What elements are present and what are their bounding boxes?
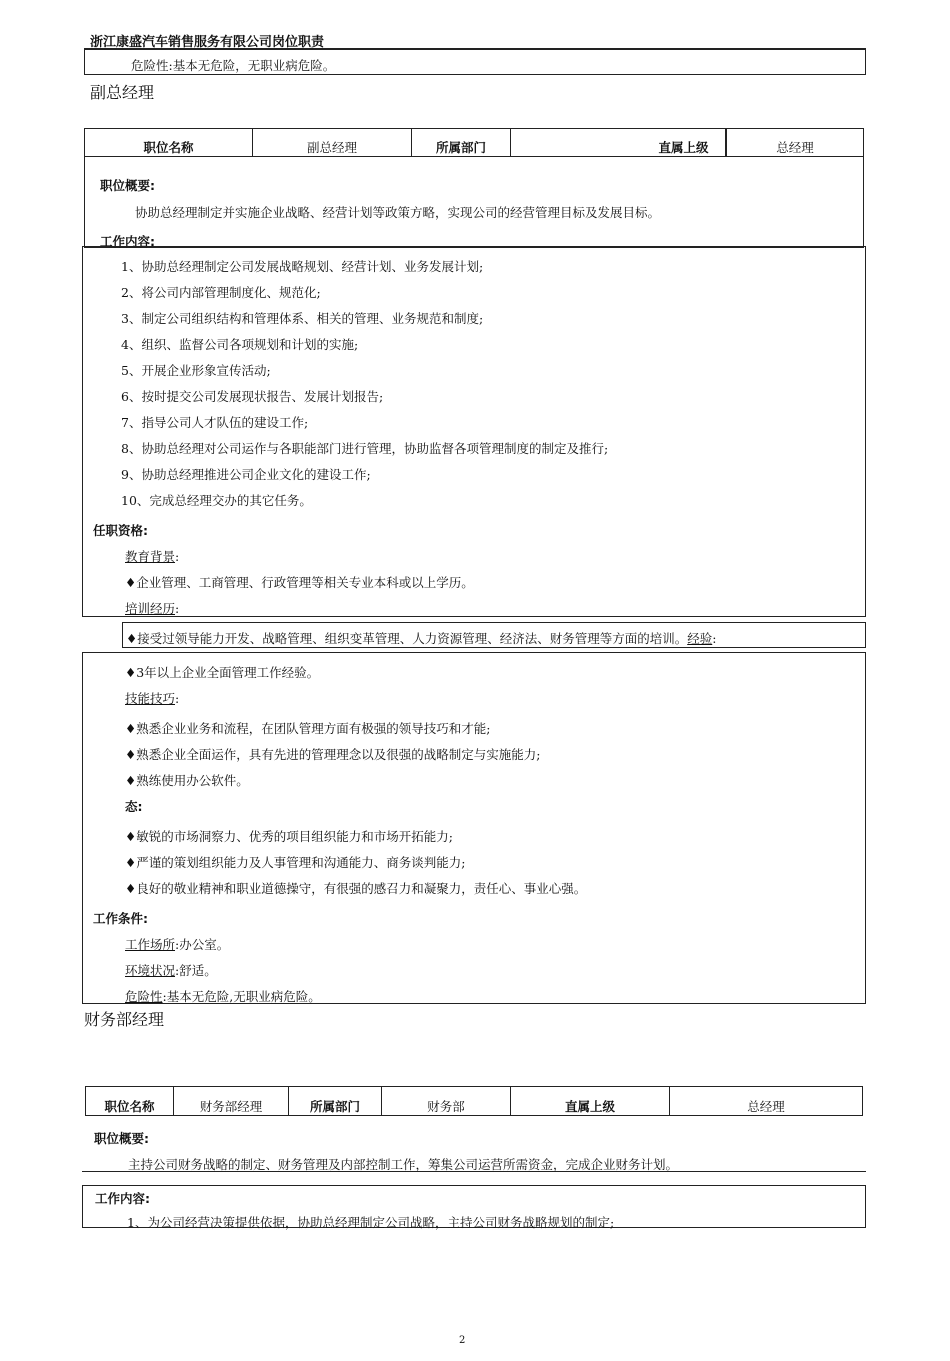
previous-section-box <box>84 49 866 75</box>
vp-overview-text: 协助总经理制定并实施企业战略、经营计划等政策方略，实现公司的经营管理目标及发展目标。 <box>135 205 661 220</box>
fin-overview-text: 主持公司财务战略的制定、财务管理及内部控制工作，筹集公司运营所需资金，完成企业财务计划。 <box>128 1157 679 1172</box>
risk-line: 危险性:基本无危险，无职业病危险。 <box>131 58 336 73</box>
vp-env-label: 环境状况 <box>125 963 176 978</box>
vp-exp-label: 经验 <box>687 631 713 646</box>
page-number: 2 <box>459 1335 466 1346</box>
vp-duty-item: 5、开展企业形象宣传活动; <box>121 363 271 378</box>
vp-duty-item: 4、组织、监督公司各项规划和计划的实施; <box>121 337 359 352</box>
vp-train-colon: : <box>175 601 180 616</box>
fin-title-value: 财务部经理 <box>199 1099 263 1114</box>
fin-duties-box <box>82 1185 866 1228</box>
fin-duties-label: 工作内容: <box>95 1191 150 1206</box>
vp-duty-item: 7、指导公司人才队伍的建设工作; <box>121 415 309 430</box>
vp-cond-label: 工作条件: <box>93 911 148 926</box>
vp-risk-value: :基本无危险,无职业病危险。 <box>162 989 321 1004</box>
vp-attitude-label: 态: <box>125 799 143 814</box>
vp-attitude-item: ♦严谨的策划组织能力及人事管理和沟通能力、商务谈判能力; <box>125 855 466 870</box>
vp-edu-item: ♦企业管理、工商管理、行政管理等相关专业本科或以上学历。 <box>125 575 474 590</box>
vp-duties-box <box>82 246 866 617</box>
vp-duty-item: 2、将公司内部管理制度化、规范化; <box>121 285 321 300</box>
vp-skill-item: ♦熟悉企业业务和流程，在团队管理方面有极强的领导技巧和才能; <box>125 721 491 736</box>
fin-overview-label: 职位概要: <box>94 1131 149 1146</box>
vp-skill-colon: : <box>175 691 180 706</box>
vp-exp-colon: : <box>712 631 717 646</box>
vp-exp-item: ♦3年以上企业全面管理工作经验。 <box>125 665 320 680</box>
vp-duty-item: 10、完成总经理交办的其它任务。 <box>121 493 312 508</box>
vp-overview-box <box>84 156 864 248</box>
vp-info-table <box>84 128 864 157</box>
fin-super-label: 直属上级 <box>564 1099 615 1114</box>
fin-section-title: 财务部经理 <box>84 1010 165 1029</box>
fin-duty-item: 1、为公司经营决策提供依据，协助总经理制定公司战略，主持公司财务战略规划的制定; <box>127 1215 615 1230</box>
vp-title-label: 职位名称 <box>143 140 194 155</box>
fin-info-table <box>85 1086 863 1116</box>
fin-dept-label: 所属部门 <box>309 1099 360 1114</box>
vp-training-box <box>122 622 866 648</box>
vp-place-label: 工作场所 <box>125 937 176 952</box>
vp-env-value: :舒适。 <box>175 963 217 978</box>
vp-skill-item: ♦熟练使用办公软件。 <box>125 773 249 788</box>
vp-place-value: :办公室。 <box>175 937 230 952</box>
vp-section-title: 副总经理 <box>90 83 155 102</box>
vp-duty-item: 9、协助总经理推进公司企业文化的建设工作; <box>121 467 371 482</box>
vp-super-value: 总经理 <box>776 140 814 155</box>
vp-duty-item: 8、协助总经理对公司运作与各职能部门进行管理，协助监督各项管理制度的制定及推行; <box>121 441 609 456</box>
vp-edu-label: 教育背景 <box>125 549 176 564</box>
vp-attitude-item: ♦良好的敬业精神和职业道德操守，有很强的感召力和凝聚力，责任心、事业心强。 <box>125 881 587 896</box>
vp-train-label: 培训经历 <box>125 601 176 616</box>
vp-train-item: ♦接受过领导能力开发、战略管理、组织变革管理、人力资源管理、经济法、财务管理等方面的培训。 <box>126 631 688 646</box>
vp-overview-label: 职位概要: <box>100 178 155 193</box>
fin-overview-rule <box>82 1171 866 1172</box>
vp-dept-label: 所属部门 <box>435 140 486 155</box>
fin-dept-value: 财务部 <box>427 1099 465 1114</box>
vp-duty-item: 1、协助总经理制定公司发展战略规划、经营计划、业务发展计划; <box>121 259 484 274</box>
vp-qual-label: 任职资格: <box>93 523 148 538</box>
vp-qual-box <box>82 652 866 1004</box>
document-header: 浙江康盛汽车销售服务有限公司岗位职责 <box>90 35 325 50</box>
vp-skill-label: 技能技巧 <box>125 691 176 706</box>
vp-edu-colon: : <box>175 549 180 564</box>
vp-title-value: 副总经理 <box>306 140 357 155</box>
fin-title-label: 职位名称 <box>104 1099 155 1114</box>
vp-super-label: 直属上级 <box>658 140 709 155</box>
vp-duty-item: 3、制定公司组织结构和管理体系、相关的管理、业务规范和制度; <box>121 311 484 326</box>
vp-duty-item: 6、按时提交公司发展现状报告、发展计划报告; <box>121 389 384 404</box>
vp-attitude-item: ♦敏锐的市场洞察力、优秀的项目组织能力和市场开拓能力; <box>125 829 453 844</box>
vp-skill-item: ♦熟悉企业全面运作，具有先进的管理理念以及很强的战略制定与实施能力; <box>125 747 541 762</box>
vp-duties-label: 工作内容: <box>100 234 155 249</box>
fin-super-value: 总经理 <box>747 1099 785 1114</box>
vp-risk-label: 危险性 <box>125 989 163 1004</box>
